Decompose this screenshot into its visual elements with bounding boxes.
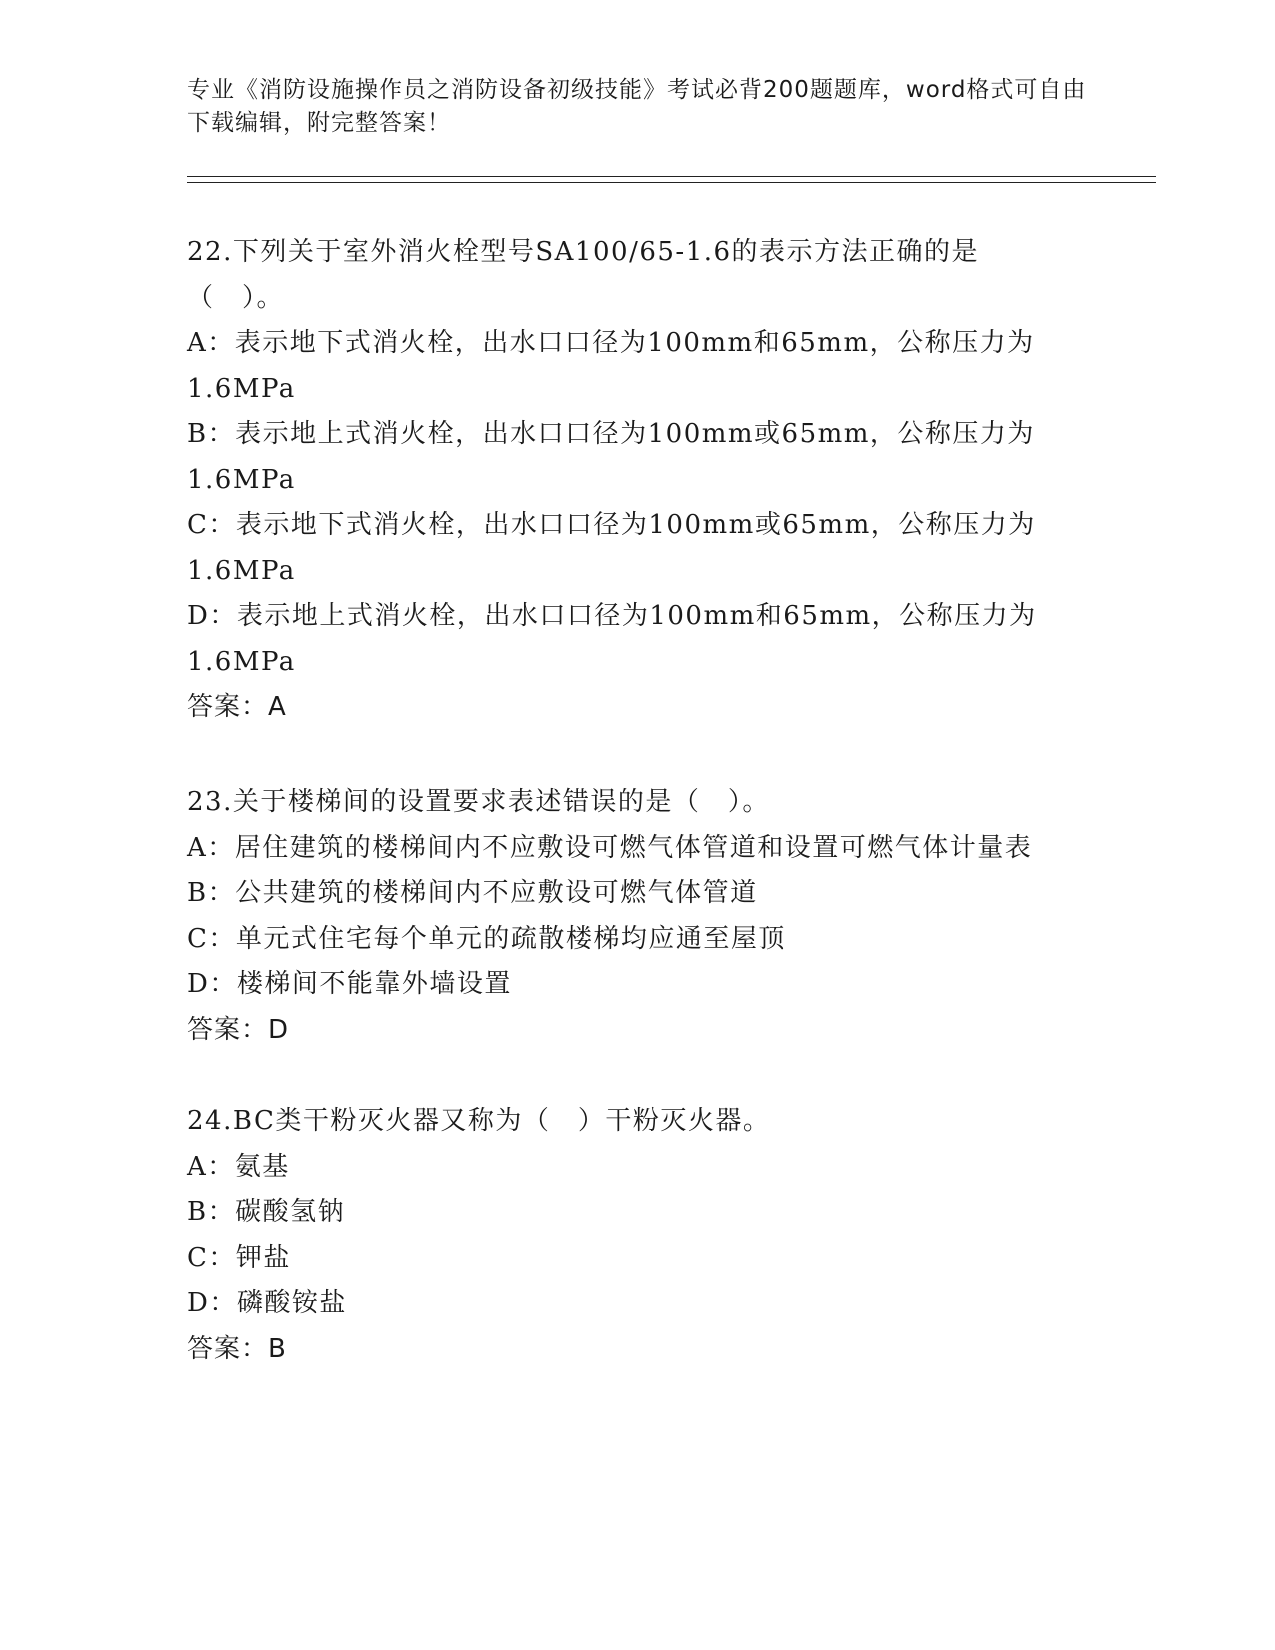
question-stem: 23.关于楼梯间的设置要求表述错误的是（ ）。 bbox=[187, 787, 770, 817]
option-c: C：单元式住宅每个单元的疏散楼梯均应通至屋顶 bbox=[187, 923, 786, 954]
option-c: C：表示地下式消火栓，出水口口径为100mm或65mm，公称压力为1.6MPa bbox=[187, 510, 1036, 586]
option-d: D：楼梯间不能靠外墙设置 bbox=[187, 969, 512, 999]
question-22 bbox=[187, 230, 1037, 731]
option-b: B：碳酸氢钠 bbox=[187, 1197, 346, 1227]
option-c: C：钾盐 bbox=[187, 1242, 291, 1273]
option-a: A：居住建筑的楼梯间内不应敷设可燃气体管道和设置可燃气体计量表 bbox=[187, 832, 1033, 863]
option-a: A：氨基 bbox=[187, 1151, 290, 1182]
document-header: 专业《消防设施操作员之消防设备初级技能》考试必背200题题库，word格式可自由下载编辑，附完整答案！ bbox=[187, 77, 1087, 136]
option-d: D：表示地上式消火栓，出水口口径为100mm和65mm，公称压力为1.6MPa bbox=[187, 601, 1037, 677]
answer: 答案：A bbox=[187, 692, 287, 722]
question-stem: 22.下列关于室外消火栓型号SA100/65-1.6的表示方法正确的是（ ）。 bbox=[187, 237, 980, 313]
option-a: A：表示地下式消火栓，出水口口径为100mm和65mm，公称压力为1.6MPa bbox=[187, 328, 1035, 404]
option-b: B：公共建筑的楼梯间内不应敷设可燃气体管道 bbox=[187, 878, 758, 908]
question-stem: 24.BC类干粉灭火器又称为（ ）干粉灭火器。 bbox=[187, 1106, 771, 1136]
header-rule-bottom bbox=[187, 182, 1156, 183]
option-b: B：表示地上式消火栓，出水口口径为100mm或65mm，公称压力为1.6MPa bbox=[187, 419, 1035, 495]
answer: 答案：B bbox=[187, 1333, 287, 1364]
answer: 答案：D bbox=[187, 1014, 290, 1045]
option-d: D：磷酸铵盐 bbox=[187, 1288, 347, 1318]
question-23 bbox=[187, 780, 1087, 1053]
question-24 bbox=[187, 1099, 1087, 1372]
header-rule-top bbox=[187, 176, 1156, 177]
